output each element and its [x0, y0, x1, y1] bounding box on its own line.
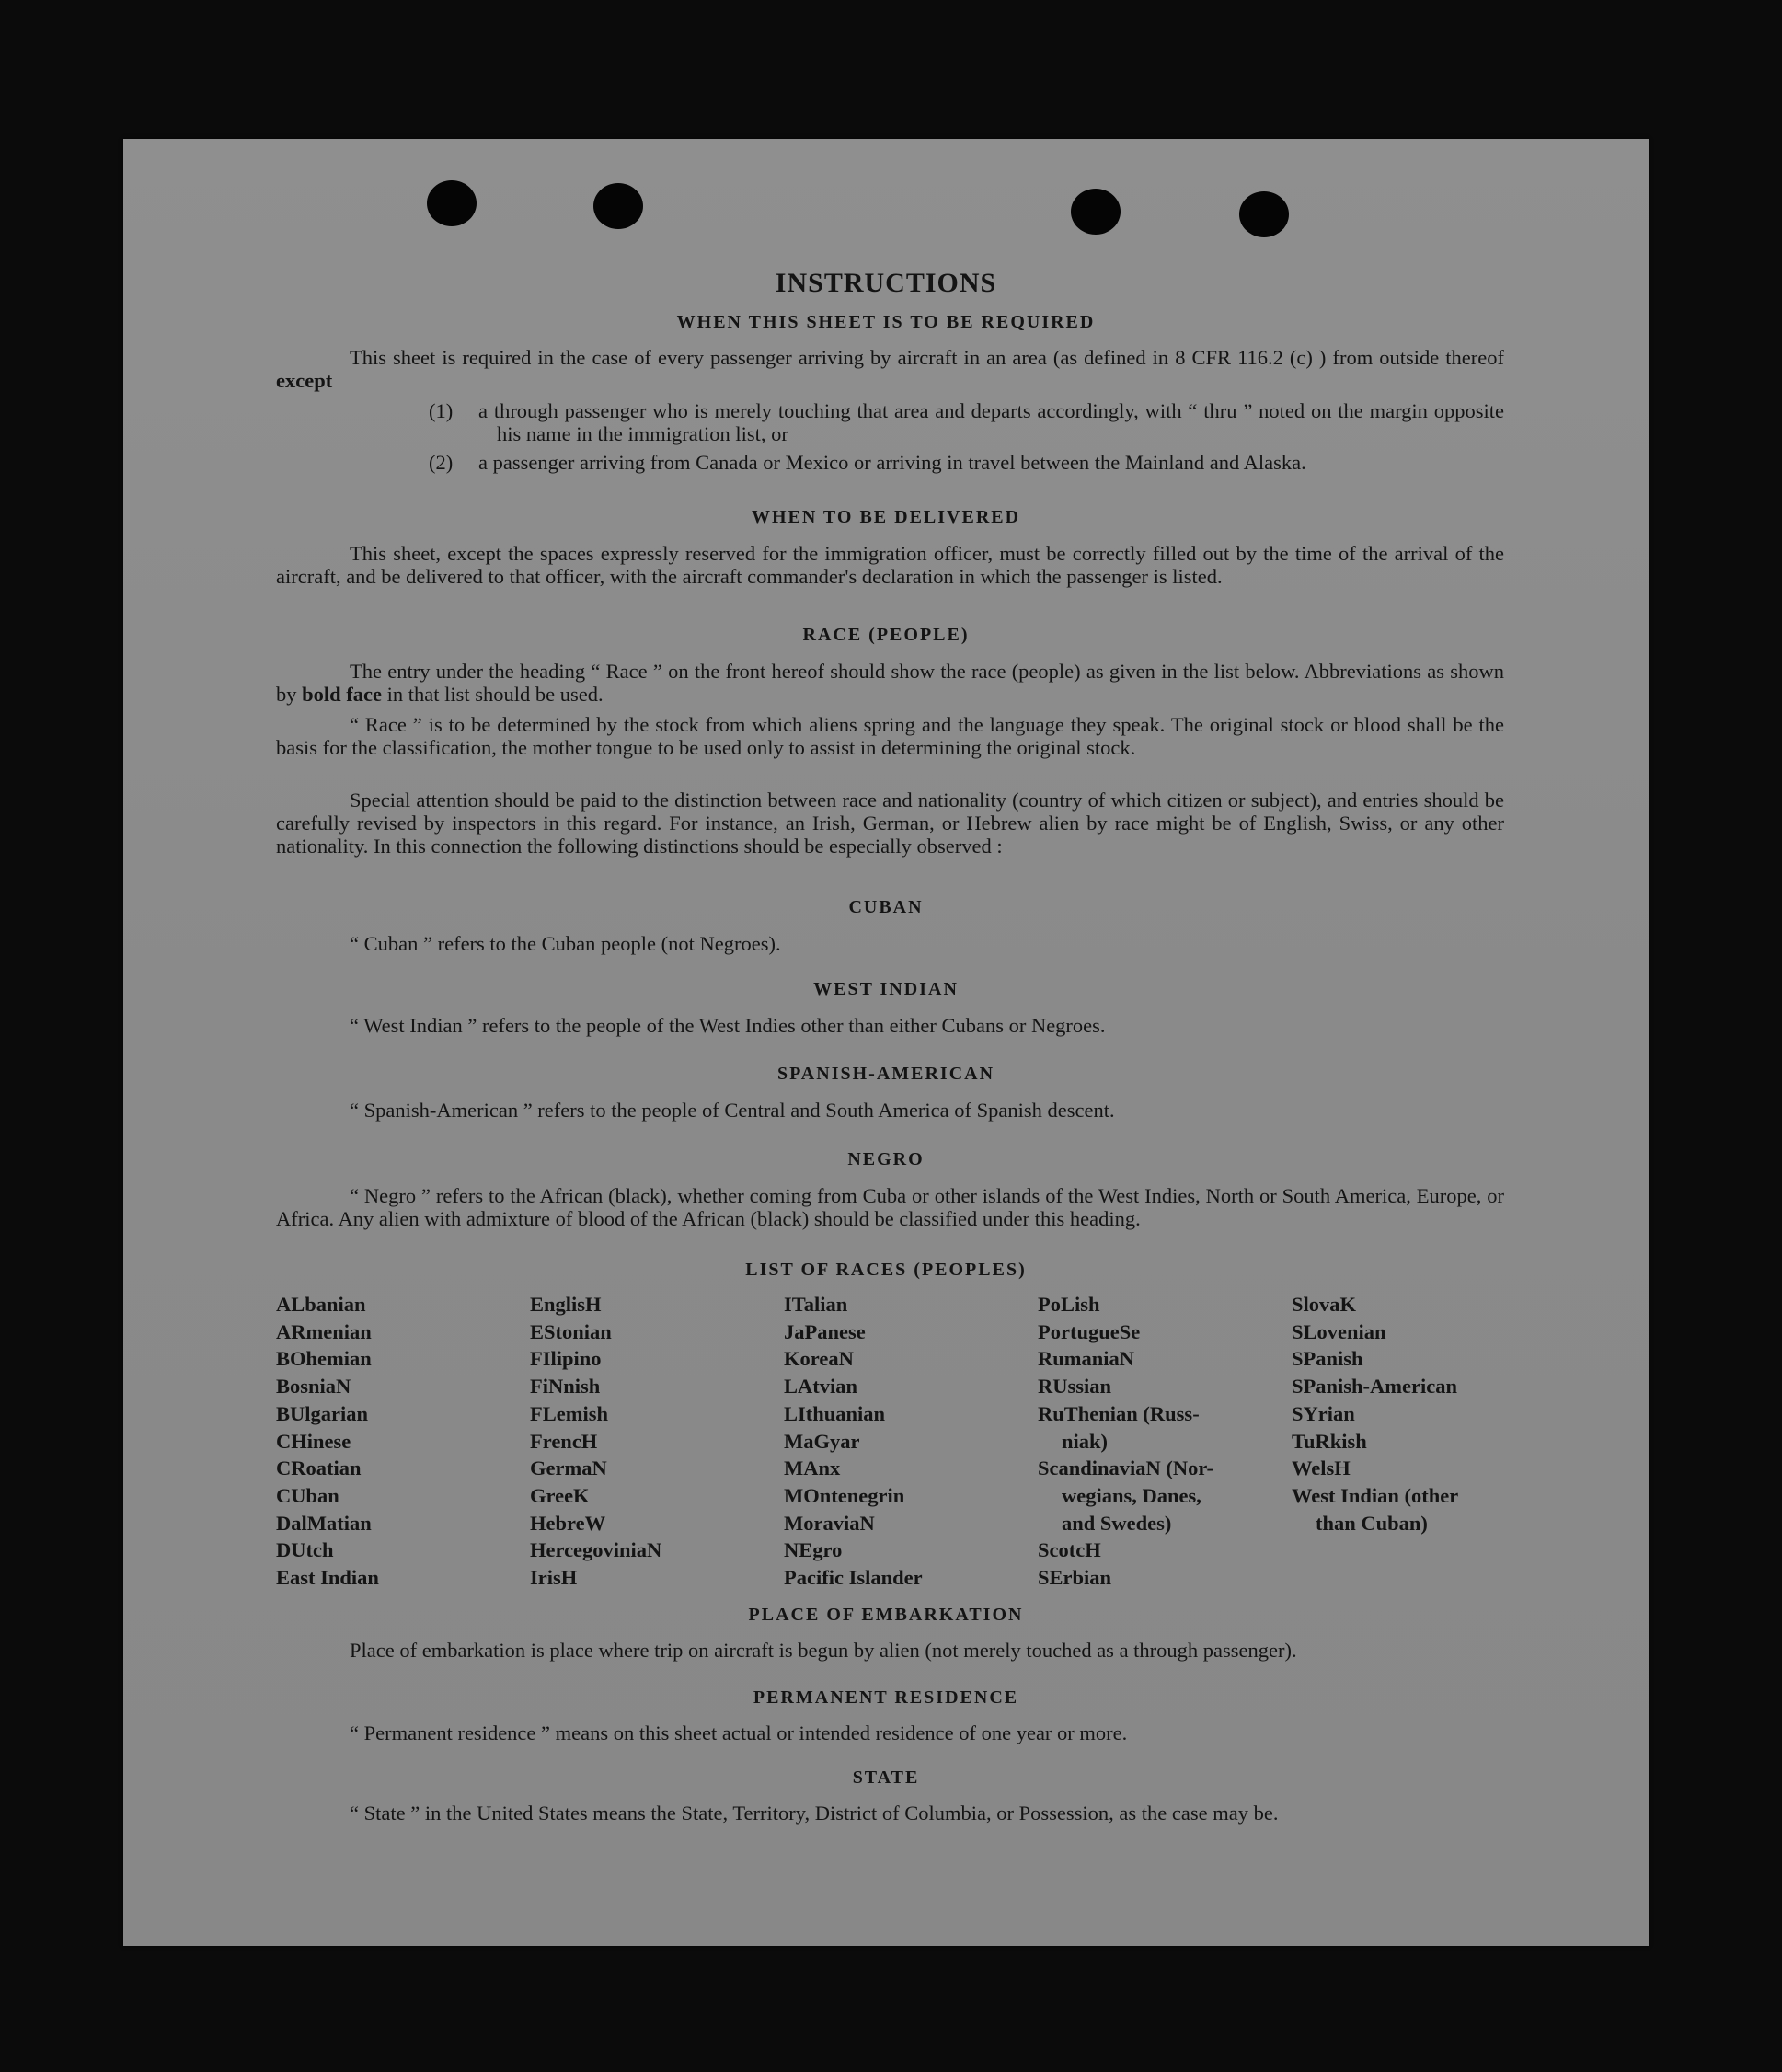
race-entry: LAtvian [784, 1375, 858, 1399]
when-delivered-text: This sheet, except the spaces expressly reserved for the immigration officer, must be correctly filled out by the time of the arrival of the aircraft, and be delivered to that officer, with the aircraft commander's declaration in which the passenger is listed. [276, 542, 1504, 588]
heading-state: STATE [852, 1767, 920, 1788]
race-entry: IrisH [530, 1566, 578, 1590]
race-entry: than Cuban) [1316, 1511, 1428, 1535]
permanent-residence-text: “ Permanent residence ” means on this sheet actual or intended residence of one year or more. [350, 1721, 1128, 1744]
race-entry: RUssian [1038, 1375, 1112, 1399]
race-entry: EStonian [530, 1319, 612, 1343]
place-of-embarkation-text: Place of embarkation is place where trip on aircraft is begun by alien (not merely touched as a through passenger). [350, 1639, 1297, 1662]
race-entry: EnglisH [530, 1293, 602, 1316]
race-paragraph-2: “ Race ” is to be determined by the stock from which aliens spring and the language they speak. The original stock or blood shall be the basis for the classification, the mother tongue to be used only to assist in determining the original stock. [276, 713, 1504, 759]
race-entry: DalMatian [276, 1511, 372, 1535]
west-indian-text: “ West Indian ” refers to the people of the West Indies other than either Cubans or Negroes. [350, 1014, 1106, 1037]
race-entry: SYrian [1292, 1401, 1355, 1425]
exception-item: a through passenger who is merely touching that area and departs accordingly, with “ thru ” noted on the margin opposite his name in the immigration list, or [478, 399, 1504, 445]
race-entry: SlovaK [1292, 1293, 1357, 1316]
race-entry: SLovenian [1292, 1319, 1386, 1343]
race-entry: ITalian [784, 1293, 848, 1316]
spanish-american-text: “ Spanish-American ” refers to the people of Central and South America of Spanish descent. [350, 1099, 1115, 1122]
race-entry: Pacific Islander [784, 1566, 923, 1590]
race-entry: DUtch [276, 1538, 334, 1562]
punch-hole [593, 183, 643, 229]
races-column [276, 1291, 530, 1592]
race-entry: KoreaN [784, 1347, 854, 1371]
race-entry: GermaN [530, 1456, 607, 1480]
race-entry: PoLish [1038, 1293, 1100, 1316]
exception-item: a passenger arriving from Canada or Mexico or arriving in travel between the Mainland and Alaska. [478, 451, 1306, 474]
race-paragraph-3: Special attention should be paid to the distinction between race and nationality (country of which citizen or subject), and entries should be carefully revised by inspectors in this regard. For instance, an Irish, German, or Hebrew alien by race might be of English, Swiss, or any other nationality. In this connection the following distinctions should be especially observed : [276, 789, 1504, 858]
race-entry: MOntenegrin [784, 1483, 905, 1507]
race-entry: LIthuanian [784, 1401, 886, 1425]
race-entry: RuThenian (Russ- [1038, 1401, 1200, 1425]
cuban-text: “ Cuban ” refers to the Cuban people (not Negroes). [350, 932, 781, 955]
race-entry: FiNnish [530, 1375, 601, 1399]
race-entry: CUban [276, 1483, 339, 1507]
race-entry: HebreW [530, 1511, 606, 1535]
race-entry: PortugueSe [1038, 1319, 1141, 1343]
races-column [530, 1291, 784, 1592]
race-entry: ARmenian [276, 1319, 372, 1343]
race-entry: WelsH [1292, 1456, 1351, 1480]
race-entry: BosniaN [276, 1375, 351, 1399]
races-column [1292, 1291, 1504, 1592]
race-entry: West Indian (other [1292, 1483, 1459, 1507]
race-entry: JaPanese [784, 1319, 866, 1343]
race-entry: niak) [1062, 1429, 1109, 1453]
heading-when-required: WHEN THIS SHEET IS TO BE REQUIRED [676, 312, 1096, 332]
race-entry: wegians, Danes, [1062, 1483, 1201, 1507]
race-entry: ScotcH [1038, 1538, 1101, 1562]
item-number: (2) [429, 451, 454, 474]
punch-hole [427, 180, 477, 226]
race-entry: East Indian [276, 1566, 379, 1590]
punch-hole [1239, 191, 1289, 237]
negro-text: “ Negro ” refers to the African (black), whether coming from Cuba or other islands of the West Indies, North or South America, Europe, or Africa. Any alien with admixture of blood of the African (black) should be classified under this heading. [276, 1184, 1504, 1230]
race-entry: ALbanian [276, 1293, 366, 1316]
race-entry: FrencH [530, 1429, 598, 1453]
race-entry: SPanish-American [1292, 1375, 1457, 1399]
page-title: INSTRUCTIONS [775, 268, 997, 298]
race-entry: MAnx [784, 1456, 841, 1480]
heading-cuban: CUBAN [848, 897, 924, 917]
races-list [276, 1291, 1504, 1592]
race-entry: CRoatian [276, 1456, 362, 1480]
race-entry: RumaniaN [1038, 1347, 1135, 1371]
heading-when-delivered: WHEN TO BE DELIVERED [751, 507, 1021, 527]
heading-place-of-embarkation: PLACE OF EMBARKATION [748, 1605, 1024, 1625]
document-page [123, 139, 1649, 1946]
when-required-intro: This sheet is required in the case of every passenger arriving by aircraft in an area (as defined in 8 CFR 116.2 (c) ) from outside thereof except [276, 346, 1504, 392]
race-entry: BOhemian [276, 1347, 372, 1371]
race-paragraph-1: The entry under the heading “ Race ” on the front hereof should show the race (people) as given in the list below. Abbreviations as shown by bold face in that list should be used. [276, 660, 1504, 706]
item-number: (1) [429, 399, 454, 422]
race-entry: and Swedes) [1062, 1511, 1172, 1535]
state-text: “ State ” in the United States means the State, Territory, District of Columbia, or Possession, as the case may be. [350, 1801, 1279, 1825]
race-entry: TuRkish [1292, 1429, 1367, 1453]
heading-west-indian: WEST INDIAN [813, 979, 959, 999]
race-entry: SPanish [1292, 1347, 1363, 1371]
punch-hole [1071, 189, 1121, 235]
race-entry: MaGyar [784, 1429, 860, 1453]
heading-list-of-races: LIST OF RACES (PEOPLES) [745, 1260, 1027, 1280]
race-entry: HercegoviniaN [530, 1538, 662, 1562]
race-entry: GreeK [530, 1483, 590, 1507]
race-entry: NEgro [784, 1538, 843, 1562]
race-entry: FIlipino [530, 1347, 602, 1371]
race-entry: MoraviaN [784, 1511, 875, 1535]
races-column [784, 1291, 1038, 1592]
races-column [1038, 1291, 1292, 1592]
race-entry: FLemish [530, 1401, 609, 1425]
race-entry: ScandinaviaN (Nor- [1038, 1456, 1214, 1480]
heading-race: RACE (PEOPLE) [802, 625, 970, 645]
heading-permanent-residence: PERMANENT RESIDENCE [753, 1687, 1019, 1708]
race-entry: BUlgarian [276, 1401, 369, 1425]
race-entry: SErbian [1038, 1566, 1112, 1590]
race-entry: CHinese [276, 1429, 351, 1453]
heading-spanish-american: SPANISH-AMERICAN [776, 1064, 995, 1084]
heading-negro: NEGRO [847, 1149, 925, 1169]
